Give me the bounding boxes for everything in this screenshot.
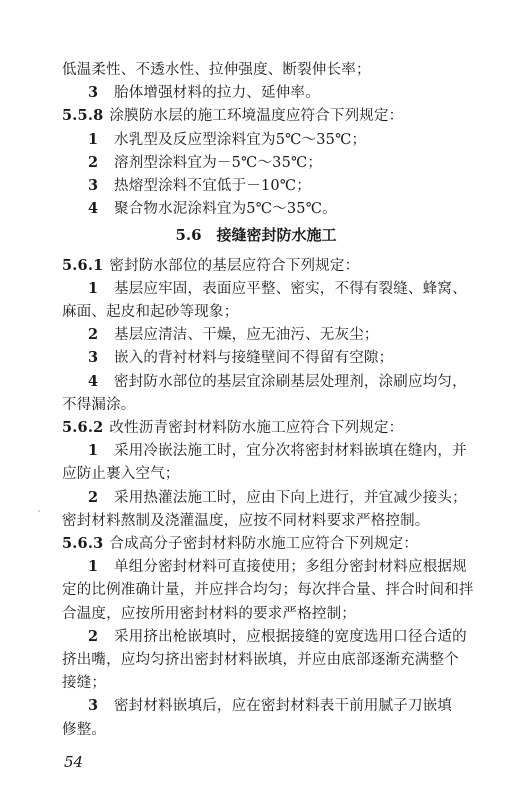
text-line: 密封材料熬制及浇灌温度，应按不同材料要求严格控制。 [62,512,430,529]
text-line: 挤出嘴，应均匀挤出密封材料嵌填，并应由底部逐渐充满整个 [62,652,459,668]
text-line: 合温度，应按所用密封材料的要求严格控制； [62,605,356,622]
list-item: 2 溶剂型涂料宜为－5℃～35℃； [88,153,323,171]
clause-number: 5.6.3 [62,535,104,552]
list-item: 2 采用挤出枪嵌填时，应根据接缝的宽度选用口径合适的 [88,627,467,645]
list-item: 3 胎体增强材料的拉力、延伸率。 [88,84,320,102]
item-number: 2 [88,326,99,344]
text-line: 低温柔性、不透水性、拉伸强度、断裂伸长率； [62,62,371,78]
item-number: 2 [88,488,99,506]
list-item: 3 嵌入的背衬材料与接缝壁间不得留有空隙； [88,349,394,367]
item-number: 2 [88,153,99,171]
list-item: 1 采用冷嵌法施工时，宜分次将密封材料嵌填在缝内，并 [88,442,467,460]
list-item: 2 基层应清洁、干燥，应无油污、无灰尘； [88,326,379,344]
clause-5-5-8: 5.5.8 涂膜防水层的施工环境温度应符合下列规定： [62,107,404,125]
clause-number: 5.6.2 [62,419,104,436]
list-item: 1 单组分密封材料可直接使用；多组分密封材料应根据规 [88,558,467,576]
item-number: 1 [88,130,99,148]
clause-number: 5.6.1 [62,256,104,274]
text-line: 不得漏涂。 [62,396,136,413]
item-number: 3 [88,84,99,102]
clause-5-6-2: 5.6.2 改性沥青密封材料防水施工应符合下列规定： [62,419,404,436]
item-number: 1 [88,558,99,576]
clause-5-6-1: 5.6.1 密封防水部位的基层应符合下列规定： [62,256,360,274]
item-number: 3 [88,177,99,194]
list-item: 3 热熔型涂料不宜低于－10℃； [88,177,311,194]
clause-5-6-3: 5.6.3 合成高分子密封材料防水施工应符合下列规定： [62,535,419,552]
list-item: 1 水乳型及反应型涂料宜为5℃～35℃； [88,130,367,148]
item-number: 3 [88,697,99,715]
text-line: 修整。 [62,721,107,738]
list-item: 3 密封材料嵌填后，应在密封材料表干前用腻子刀嵌填 [88,697,453,715]
item-number: 3 [88,349,99,367]
list-item: 4 密封防水部位的基层宜涂刷基层处理剂，涂刷应均匀， [88,372,467,390]
text-line: 麻面、起皮和起砂等现象； [62,304,239,320]
text-line: 应防止裹入空气； [62,466,180,483]
section-heading: 5.6 接缝密封防水施工 [175,226,337,245]
list-item: 4 聚合物水泥涂料宜为5℃～35℃。 [88,200,337,218]
list-item: 1 基层应牢固，表面应平整、密实，不得有裂缝、蜂窝、 [88,279,467,297]
page-number: 54 [64,752,84,771]
item-number: 4 [88,200,99,218]
item-number: 1 [88,442,99,460]
item-number: 4 [88,372,99,390]
text-line: 接缝； [62,675,107,692]
clause-number: 5.5.8 [62,107,104,125]
speck-mark [38,510,40,512]
list-item: 2 采用热灌法施工时，应由下向上进行，并宜减少接头； [88,488,467,506]
text-line: 定的比例准确计量，并应拌合均匀；每次拌合量、拌合时间和拌 [62,582,474,599]
item-number: 2 [88,627,99,645]
item-number: 1 [88,279,99,297]
